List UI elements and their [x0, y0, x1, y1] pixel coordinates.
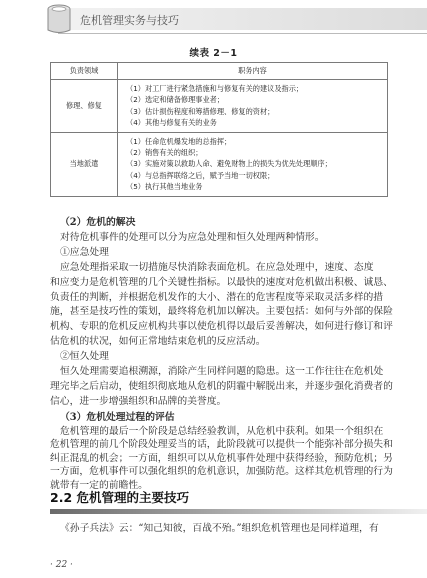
- section-title: 2.2 危机管理的主要技巧: [50, 490, 189, 505]
- subsubsection-heading: ②恒久处理: [60, 351, 109, 363]
- body-line: 负责任的判断，并根据危机发作的大小、潜在的危害程度等采取灵活多样的措: [50, 291, 384, 303]
- table-caption: 续表 2－1: [189, 48, 238, 59]
- area-cell: 修理、修复: [51, 80, 118, 133]
- section-rule: [50, 509, 427, 514]
- table-row: [51, 80, 388, 133]
- column-header-area: 负责领域: [51, 63, 118, 80]
- body-line: 理完毕之后启动，使组织彻底地从危机的阴霾中解脱出来，并逐步强化消费者的: [50, 380, 393, 392]
- table-header-row: [51, 63, 388, 80]
- subsubsection-heading: ①应急处理: [60, 246, 109, 258]
- body-line: 机构、专职的危机反应机构共事以使危机得以最后妥善解决，如何进行修订和评: [50, 321, 393, 333]
- duty-item: （1）对工厂进行紧急措施和与修复有关的建议及指示；: [126, 84, 304, 93]
- content-cell: [118, 132, 388, 196]
- content-cell: [118, 80, 388, 133]
- body-line: 纠正混乱的机会；一方面，组织可以从危机事件处理中获得经验，预防危机；另: [50, 452, 393, 464]
- body-line: 就带有一定的前瞻性。: [50, 480, 148, 491]
- duty-item: （5）执行其他当地业务: [126, 182, 203, 192]
- body-line: 危机管理的最后一个阶段是总结经验教训，从危机中获利。如果一个组织在: [60, 425, 384, 437]
- running-header: [0, 0, 427, 38]
- page-number: · 22 ·: [50, 560, 73, 570]
- book-scroll-icon: [44, 4, 74, 36]
- duty-item: （2）选定和储备修理事业者；: [126, 95, 225, 105]
- book-title: 危机管理实务与技巧: [80, 14, 179, 27]
- body-line: 应急处理指采取一切措施尽快消除表面危机。在应急处理中，速度、态度: [60, 261, 374, 273]
- area-cell: 当地派遣: [51, 132, 118, 196]
- duty-item: （2）销售有关的组织；: [126, 148, 203, 158]
- body-line: 信心，进一步增强组织和品牌的美誉度。: [50, 395, 227, 407]
- duty-item: （3）实施对策以救助人命、避免财物上的损失为优先处理顺序；: [126, 159, 332, 169]
- body-line: 估危机的状况，如何正常地结束危机的反应活动。: [50, 336, 266, 348]
- subsection-heading: （3）危机处理过程的评估: [60, 412, 175, 423]
- duty-item: （4）与总指挥联络之后，赋予当地一切权限；: [126, 170, 275, 180]
- body-line: 恒久处理需要追根溯源，消除产生同样问题的隐患。这一工作往往在危机处: [60, 366, 384, 377]
- body-line: 一方面，危机事件可以强化组织的危机意识，加强防范。这样其危机管理的行为: [50, 466, 393, 478]
- body-line: 对待危机事件的处理可以分为应急处理和恒久处理两种情形。: [60, 231, 325, 243]
- body-line: 和应变力是危机管理的几个关键性指标。以最快的速度对危机做出积极、诚恳、: [50, 276, 393, 288]
- duty-table: [50, 62, 388, 197]
- body-line: 《孙子兵法》云：“知己知彼，百战不殆。”组织危机管理也是同样道理，有: [60, 523, 379, 534]
- subsection-heading: （2）危机的解决: [60, 217, 136, 228]
- column-header-content: 职务内容: [118, 63, 388, 80]
- duty-item: （3）估计损伤程度和筹措修理、修复的资材；: [126, 106, 275, 116]
- body-line: 危机管理的前几个阶段处理妥当的话，此阶段就可以提供一个能弥补部分损失和: [50, 439, 393, 451]
- table-row: [51, 132, 388, 196]
- duty-item: （1）任命危机爆发地的总指挥；: [126, 136, 232, 146]
- header-rule: [58, 33, 427, 34]
- duty-item: （4）其他与修复有关的业务: [126, 118, 217, 128]
- body-line: 施，甚至是技巧性的策划，最终将危机加以解决。主要包括：如何与外部的保险: [50, 306, 393, 318]
